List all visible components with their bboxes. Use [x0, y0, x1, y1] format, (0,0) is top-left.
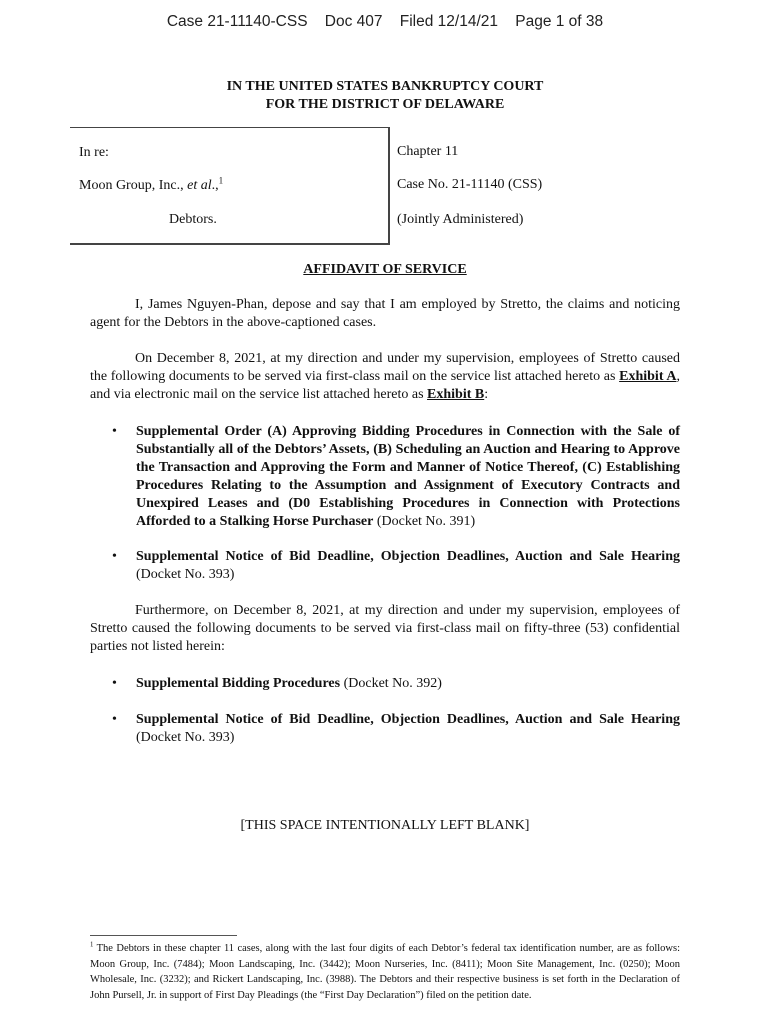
case-number-header: Case 21-11140-CSS: [166, 13, 308, 30]
court-line-2: FOR THE DISTRICT OF DELAWARE: [265, 97, 505, 112]
et-al: et al: [187, 178, 212, 193]
filed-date: Filed 12/14/21: [399, 13, 499, 30]
filing-header: [0, 13, 770, 31]
court-heading: [0, 78, 770, 114]
exhibit-a-ref: Exhibit A: [619, 369, 677, 384]
bullet-icon: •: [112, 549, 117, 564]
paragraph-2: On December 8, 2021, at my direction and under my supervision, employees of Stretto caused the following documents to be served via first-class mail on the service list attached hereto as Exhibit A, and via electronic mail on the service list attached hereto as Exhibit B:: [90, 351, 680, 402]
debtors-label: Debtors.: [169, 212, 217, 227]
document-title: AFFIDAVIT OF SERVICE: [303, 262, 467, 277]
footnote-divider: [90, 935, 237, 936]
case-number: Case No. 21-11140 (CSS): [397, 177, 543, 192]
bullet-icon: •: [112, 712, 117, 727]
paragraph-1: I, James Nguyen-Phan, depose and say that I am employed by Stretto, the claims and noticing agent for the Debtors in the above-captioned cases.: [90, 297, 680, 330]
court-line-1: IN THE UNITED STATES BANKRUPTCY COURT: [226, 79, 544, 94]
case-caption-box: [70, 127, 390, 245]
footnote-marker: 1: [90, 941, 94, 949]
page-indicator: Page 1 of 38: [515, 13, 604, 30]
bullet-icon: •: [112, 676, 117, 691]
footnote: $^1$ The Debtors in these chapter 11 cases, along with the last four digits of each Debtor’s federal tax identification number, are as follows: Moon Group, Inc. (7484); Moon Landscaping, Inc. (3442); Moon Nurseries, Inc. (8411); Moon Site Management, Inc. (0250); Moon Wholesale, Inc. (3232); and Rickert Landscaping, Inc. (3988). The Debtors and their respective business is set forth in the Declaration of John Pursell, Jr. in support of First Day Pleadings (the “First Day Declaration”) filed on the petition date.: [90, 941, 680, 1001]
jointly-administered: (Jointly Administered): [397, 212, 524, 227]
debtor-name: Moon Group, Inc., et al.,$^1$: [79, 175, 224, 193]
list-item: Supplemental Order (A) Approving Bidding Procedures in Connection with the Sale of Substantially all of the Debtors’ Assets, (B) Scheduling an Auction and Hearing to Approve the Transaction and Approving the Form and Manner of Notice Thereof, (C) Establishing Procedures Relating to the Assumption and Assignment of Executory Contracts and Unexpired Leases and (D0 Establishing Procedures in Connection with Protections Afforded to a Stalking Horse Purchaser (Docket No. 391): [136, 424, 680, 529]
list-item: Supplemental Notice of Bid Deadline, Objection Deadlines, Auction and Sale Hearing (Docket No. 393): [136, 549, 680, 582]
doc-number: Doc 407: [324, 13, 383, 30]
bullet-icon: •: [112, 424, 117, 439]
paragraph-3: Furthermore, on December 8, 2021, at my direction and under my supervision, employees of Stretto caused the following documents to be served via first-class mail on fifty-three (53) confidential parties not listed herein:: [90, 603, 680, 654]
exhibit-b-ref: Exhibit B: [427, 387, 485, 402]
in-re-label: In re:: [79, 145, 109, 160]
list-item: Supplemental Notice of Bid Deadline, Objection Deadlines, Auction and Sale Hearing (Docket No. 393): [136, 712, 680, 745]
footnote-ref[interactable]: 1: [218, 175, 224, 186]
chapter-label: Chapter 11: [397, 144, 459, 159]
list-item: Supplemental Bidding Procedures (Docket No. 392): [136, 676, 442, 691]
intentionally-blank-note: [THIS SPACE INTENTIONALLY LEFT BLANK]: [240, 818, 530, 833]
